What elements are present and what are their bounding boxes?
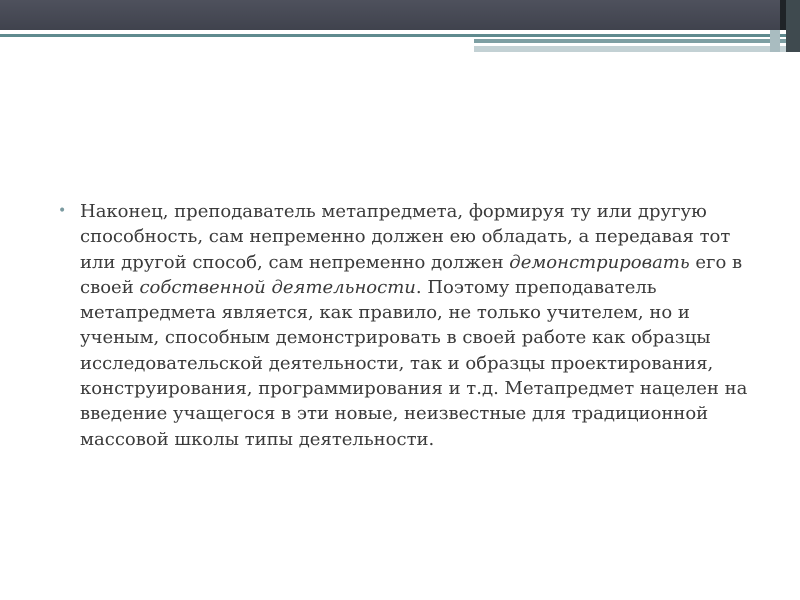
emphasis-own-activity: собственной деятельности: [139, 276, 416, 298]
top-light-stripe: [474, 46, 786, 52]
top-accent-line: [0, 34, 800, 37]
bullet-item: [58, 199, 758, 452]
emphasis-demonstrate: демонстрировать: [509, 251, 690, 273]
corner-block: [786, 0, 800, 52]
text-segment-2: его в своей: [80, 251, 743, 298]
top-banner-shade: [0, 0, 800, 30]
corner-stub: [770, 30, 780, 52]
bullet-marker: •: [58, 203, 67, 219]
slide-body: [58, 199, 758, 452]
top-accent-stripe: [474, 39, 786, 43]
text-segment-3: . Поэтому преподаватель метапредмета является, как правило, не только учителем, но и ученым, способным демонстрировать в своей работе как образцы исследовательской деятельности, так и образцы проектирования, конструирования, программирования и т.д. Метапредмет нацелен на введение учащегося в эти новые, неизвестные для традиционной массовой школы типы деятельности.: [80, 276, 748, 450]
text-segment-1: Наконец, преподаватель метапредмета, формируя ту или другую способность, сам непременно должен ею обладать, а передавая тот или другой способ, сам непременно должен: [80, 201, 731, 273]
bullet-text: [80, 199, 758, 452]
